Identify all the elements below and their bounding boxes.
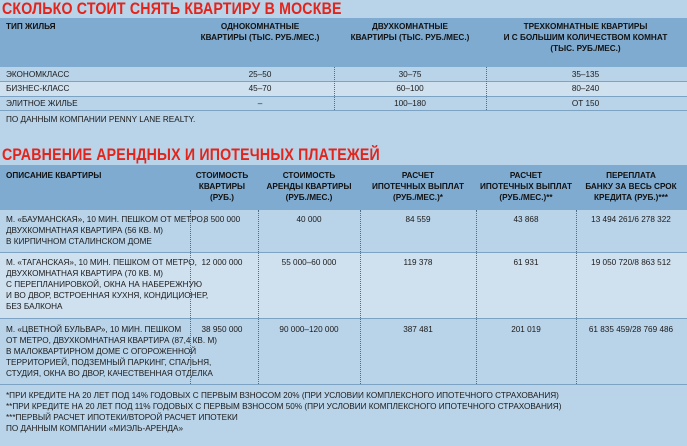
row-mortgage-1: 119 378 xyxy=(403,258,433,267)
row-mortgage-1: 84 559 xyxy=(405,215,431,224)
row-type: ЭЛИТНОЕ ЖИЛЬЕ xyxy=(6,99,78,108)
row-description-line: ТЕРРИТОРИЕЙ, ПОДЗЕМНЫЙ ПАРКИНГ, СПАЛЬНЯ, xyxy=(6,358,212,367)
header-mortgage-2 xyxy=(476,170,576,203)
header-cost-line: (РУБ.) xyxy=(209,193,235,202)
row-description-line: СТУДИЯ, ОКНА ВО ДВОР, КАЧЕСТВЕННАЯ ОТДЕЛКА xyxy=(6,369,213,378)
rent-table-title: СКОЛЬКО СТОИТ СНЯТЬ КВАРТИРУ В МОСКВЕ xyxy=(2,0,342,18)
row-description xyxy=(6,257,208,312)
header-mortgage-2-line: РАСЧЕТ xyxy=(509,171,543,180)
column-divider xyxy=(334,67,335,110)
table-row xyxy=(0,96,687,110)
column-divider xyxy=(258,210,259,384)
row-type: БИЗНЕС-КЛАСС xyxy=(6,84,70,93)
row-rent: 55 000–60 000 xyxy=(281,258,337,267)
header-one-room xyxy=(186,21,334,43)
footnote: ***ПЕРВЫЙ РАСЧЕТ ИПОТЕКИ/ВТОРОЙ РАСЧЕТ ИПОТЕКИ xyxy=(6,413,238,422)
row-divider xyxy=(0,318,687,319)
row-divider xyxy=(0,384,687,385)
header-mortgage-1-line: РАСЧЕТ xyxy=(401,171,435,180)
header-one-room-line: ОДНОКОМНАТНЫЕ xyxy=(220,22,300,31)
footnote: *ПРИ КРЕДИТЕ НА 20 ЛЕТ ПОД 14% ГОДОВЫХ С ПЕРВЫМ ВЗНОСОМ 20% (ПРИ УСЛОВИИ КОМПЛЕКСНОГО ИПОТЕЧНОГО СТРАХОВАНИЯ) xyxy=(6,391,559,400)
row-description-line: С ПЕРЕПЛАНИРОВКОЙ, ОКНА НА НАБЕРЕЖНУЮ xyxy=(6,280,203,289)
table-row xyxy=(0,210,687,252)
table-row xyxy=(0,81,687,96)
row-overpayment: 19 050 720/8 863 512 xyxy=(591,258,671,267)
row-mortgage-2: 61 931 xyxy=(513,258,539,267)
row-overpayment: 61 835 459/28 769 486 xyxy=(588,325,674,334)
row-type: ЭКОНОМКЛАСС xyxy=(6,70,70,79)
column-divider xyxy=(360,210,361,384)
header-cost-line: КВАРТИРЫ xyxy=(198,182,246,191)
comparison-table-source: ПО ДАННЫМ КОМПАНИИ «МИЭЛЬ-АРЕНДА» xyxy=(6,424,184,433)
header-three-room-line: И С БОЛЬШИМ КОЛИЧЕСТВОМ КОМНАТ xyxy=(503,33,668,42)
row-mortgage-2: 43 868 xyxy=(513,215,539,224)
row-description-line: ОТ МЕТРО, ДВУХКОМНАТНАЯ КВАРТИРА (87,4 КВ. М) xyxy=(6,336,217,345)
header-overpayment xyxy=(576,170,686,203)
row-cost: 38 950 000 xyxy=(201,325,243,334)
table-row xyxy=(0,67,687,81)
comparison-table-title: СРАВНЕНИЕ АРЕНДНЫХ И ИПОТЕЧНЫХ ПЛАТЕЖЕЙ xyxy=(2,146,380,164)
header-description: ОПИСАНИЕ КВАРТИРЫ xyxy=(6,171,102,180)
column-divider xyxy=(476,210,477,384)
header-mortgage-2-line: (РУБ./МЕС.)** xyxy=(499,193,553,202)
header-rent-line: СТОИМОСТЬ xyxy=(282,171,336,180)
header-overpayment-line: ПЕРЕПЛАТА xyxy=(606,171,656,180)
row-overpayment: 13 494 261/6 278 322 xyxy=(591,215,671,224)
row-description xyxy=(6,214,205,247)
header-mortgage-1-line: (РУБ./МЕС.)* xyxy=(393,193,443,202)
header-two-room-line: ДВУХКОМНАТНЫЕ xyxy=(372,22,448,31)
header-mortgage-1-line: ИПОТЕЧНЫХ ВЫПЛАТ xyxy=(371,182,465,191)
row-description-line: В КИРПИЧНОМ СТАЛИНСКОМ ДОМЕ xyxy=(6,237,152,246)
row-description xyxy=(6,324,217,379)
header-housing-type: ТИП ЖИЛЬЯ xyxy=(6,22,56,31)
row-description-line: И ВО ДВОР, ВСТРОЕННАЯ КУХНЯ, КОНДИЦИОНЕР, xyxy=(6,291,209,300)
header-cost-line: СТОИМОСТЬ xyxy=(195,171,249,180)
table-row xyxy=(0,318,687,384)
row-mortgage-1: 387 481 xyxy=(403,325,433,334)
row-divider xyxy=(0,96,687,97)
row-cost: 12 000 000 xyxy=(201,258,243,267)
header-rent-line: АРЕНДЫ КВАРТИРЫ xyxy=(266,182,352,191)
row-description-line: В МАЛОКВАРТИРНОМ ДОМЕ С ОГОРОЖЕННОЙ xyxy=(6,347,197,356)
row-description-line: БЕЗ БАЛКОНА xyxy=(6,302,63,311)
row-mortgage-2: 201 019 xyxy=(511,325,541,334)
header-cost xyxy=(190,170,254,203)
row-description-line: М. «БАУМАНСКАЯ», 10 МИН. ПЕШКОМ ОТ МЕТРО, xyxy=(6,215,206,224)
header-two-room-line: КВАРТИРЫ (ТЫС. РУБ./МЕС.) xyxy=(350,33,470,42)
row-description-line: ДВУХКОМНАТНАЯ КВАРТИРА (70 КВ. М) xyxy=(6,269,164,278)
row-two-room: 100–180 xyxy=(394,99,426,108)
header-mortgage-1 xyxy=(360,170,476,203)
header-three-room xyxy=(486,21,685,54)
row-three-room: 35–135 xyxy=(571,70,600,79)
header-rent xyxy=(258,170,360,203)
row-divider xyxy=(0,252,687,253)
row-three-room: 80–240 xyxy=(571,84,600,93)
row-description-line: М. «ТАГАНСКАЯ», 10 МИН. ПЕШКОМ ОТ МЕТРО, xyxy=(6,258,197,267)
rent-table-source: ПО ДАННЫМ КОМПАНИИ PENNY LANE REALTY. xyxy=(6,115,196,124)
row-description-line: ДВУХКОМНАТНАЯ КВАРТИРА (56 КВ. М) xyxy=(6,226,164,235)
row-two-room: 30–75 xyxy=(398,70,422,79)
row-one-room: 45–70 xyxy=(248,84,272,93)
header-three-room-line: (ТЫС. РУБ./МЕС.) xyxy=(550,44,621,53)
header-rent-line: (РУБ./МЕС.) xyxy=(285,193,333,202)
table-row xyxy=(0,252,687,318)
header-one-room-line: КВАРТИРЫ (ТЫС. РУБ./МЕС.) xyxy=(200,33,320,42)
row-cost: 8 500 000 xyxy=(203,215,241,224)
footnote: **ПРИ КРЕДИТЕ НА 20 ЛЕТ ПОД 11% ГОДОВЫХ С ПЕРВЫМ ВЗНОСОМ 50% (ПРИ УСЛОВИИ КОМПЛЕКСНОГО ИПОТЕЧНОГО СТРАХОВАНИЯ) xyxy=(6,402,562,411)
column-divider xyxy=(486,67,487,110)
row-one-room: 25–50 xyxy=(248,70,272,79)
column-divider xyxy=(576,210,577,384)
header-overpayment-line: БАНКУ ЗА ВЕСЬ СРОК xyxy=(585,182,677,191)
row-divider xyxy=(0,81,687,82)
row-two-room: 60–100 xyxy=(396,84,424,93)
header-overpayment-line: КРЕДИТА (РУБ.)*** xyxy=(594,193,668,202)
row-one-room: – xyxy=(257,99,263,108)
header-mortgage-2-line: ИПОТЕЧНЫХ ВЫПЛАТ xyxy=(479,182,573,191)
column-divider xyxy=(190,210,191,384)
row-rent: 40 000 xyxy=(296,215,322,224)
row-description-line: М. «ЦВЕТНОЙ БУЛЬВАР», 10 МИН. ПЕШКОМ xyxy=(6,325,182,334)
row-rent: 90 000–120 000 xyxy=(279,325,339,334)
header-two-room xyxy=(334,21,486,43)
row-divider xyxy=(0,110,687,111)
header-three-room-line: ТРЕХКОМНАТНЫЕ КВАРТИРЫ xyxy=(523,22,648,31)
row-three-room: ОТ 150 xyxy=(571,99,600,108)
